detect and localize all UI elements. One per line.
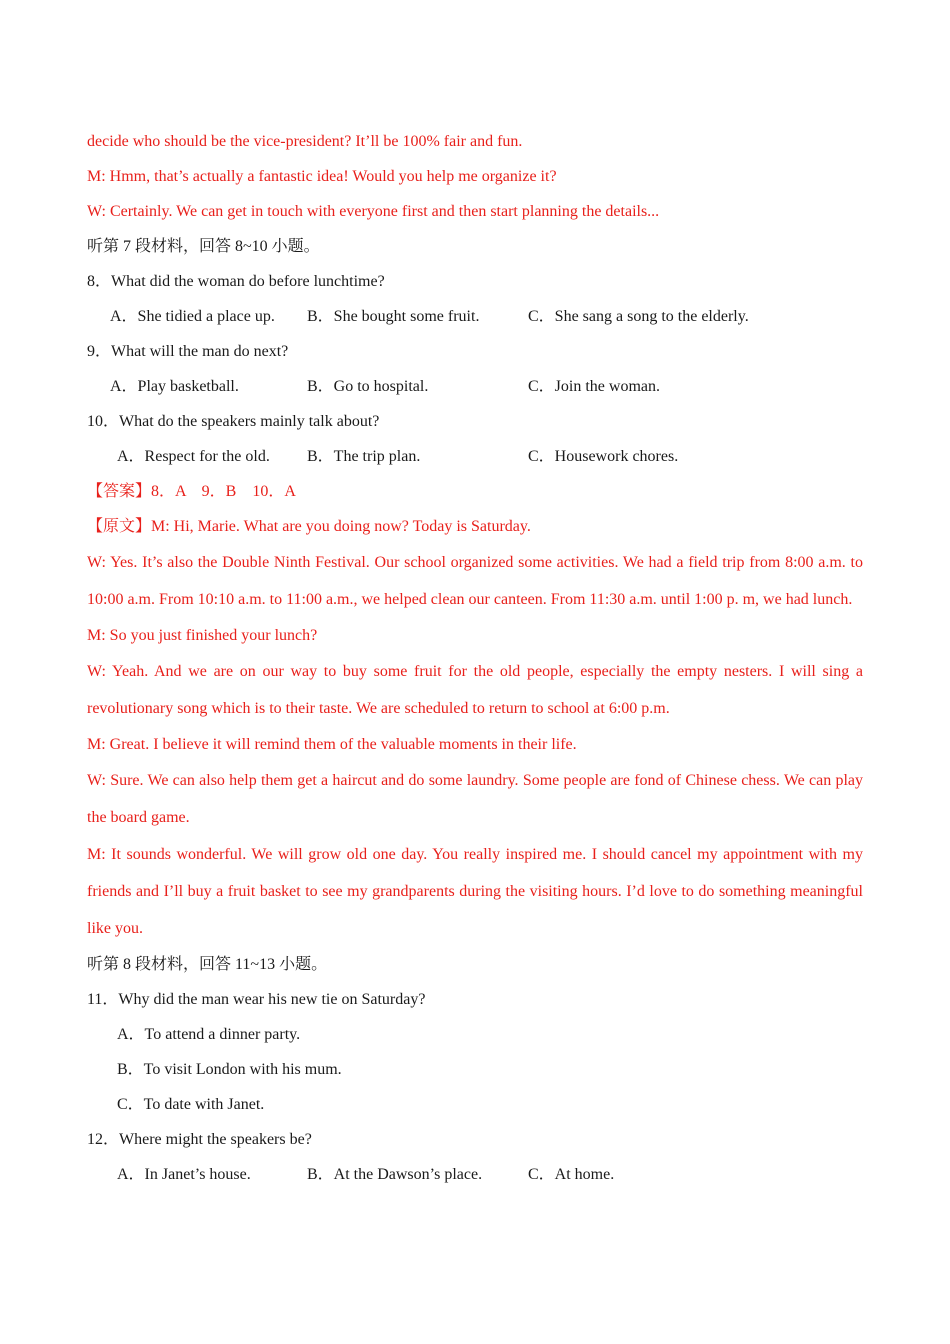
question-11: 11．Why did the man wear his new tie on Saturday?: [87, 991, 426, 1008]
option-a: A．To attend a dinner party.: [117, 1026, 301, 1043]
question-8: 8．What did the woman do before lunchtime?: [87, 273, 385, 290]
transcript-paragraph: W: Yes. It’s also the Double Ninth Festival. Our school organized some activities. We had a field trip from 8:00 a.m. to 10:00 a.m. From 10:10 a.m. to 11:00 a.m., we helped clean our canteen. From 11:30 a.m. until 1:00 p. m, we had lunch.: [87, 554, 863, 608]
section-heading: 听第 7 段材料，回答 8~10 小题。: [87, 238, 320, 255]
section-heading: 听第 8 段材料，回答 11~13 小题。: [87, 956, 328, 973]
option-c: C．At home.: [528, 1166, 615, 1183]
transcript-paragraph: M: It sounds wonderful. We will grow old one day. You really inspired me. I should cancel my appointment with my friends and I’ll buy a fruit basket to see my grandparents during the visiting hours. I’d love to do something meaningful like you.: [87, 846, 863, 937]
document-content: [87, 124, 863, 1192]
answer-key: 【答案】8．A 9．B 10．A: [87, 483, 296, 500]
option-c: C．To date with Janet.: [117, 1096, 265, 1113]
options-row: [87, 1157, 863, 1192]
transcript-line: M: So you just finished your lunch?: [87, 627, 318, 644]
option-c: C．She sang a song to the elderly.: [528, 308, 749, 325]
question-10: 10．What do the speakers mainly talk about?: [87, 413, 380, 430]
option-a: A．Play basketball.: [110, 378, 239, 395]
option-c: C．Housework chores.: [528, 448, 679, 465]
transcript-line: decide who should be the vice-president? It’ll be 100% fair and fun.: [87, 133, 523, 150]
option-a: A．Respect for the old.: [117, 448, 270, 465]
transcript-line: M: Great. I believe it will remind them of the valuable moments in their life.: [87, 736, 577, 753]
options-row: [87, 369, 863, 404]
option-b: B．At the Dawson’s place.: [307, 1166, 483, 1183]
transcript-line: M: Hmm, that’s actually a fantastic idea! Would you help me organize it?: [87, 168, 557, 185]
option-a: A．She tidied a place up.: [110, 308, 275, 325]
option-c: C．Join the woman.: [528, 378, 660, 395]
transcript-paragraph: W: Sure. We can also help them get a haircut and do some laundry. Some people are fond of Chinese chess. We can play the board game.: [87, 772, 863, 826]
options-row: [87, 299, 863, 334]
transcript-line: W: Certainly. We can get in touch with everyone first and then start planning the details...: [87, 203, 660, 220]
transcript-paragraph: W: Yeah. And we are on our way to buy some fruit for the old people, especially the empty nesters. I will sing a revolutionary song which is to their taste. We are scheduled to return to school at 6:00 p.m.: [87, 663, 863, 717]
option-b: B．The trip plan.: [307, 448, 421, 465]
option-b: B．To visit London with his mum.: [117, 1061, 342, 1078]
option-b: B．Go to hospital.: [307, 378, 429, 395]
transcript-line: 【原文】M: Hi, Marie. What are you doing now? Today is Saturday.: [87, 518, 531, 535]
option-b: B．She bought some fruit.: [307, 308, 480, 325]
question-9: 9．What will the man do next?: [87, 343, 289, 360]
question-12: 12．Where might the speakers be?: [87, 1131, 312, 1148]
options-row: [87, 439, 863, 474]
option-a: A．In Janet’s house.: [117, 1166, 251, 1183]
